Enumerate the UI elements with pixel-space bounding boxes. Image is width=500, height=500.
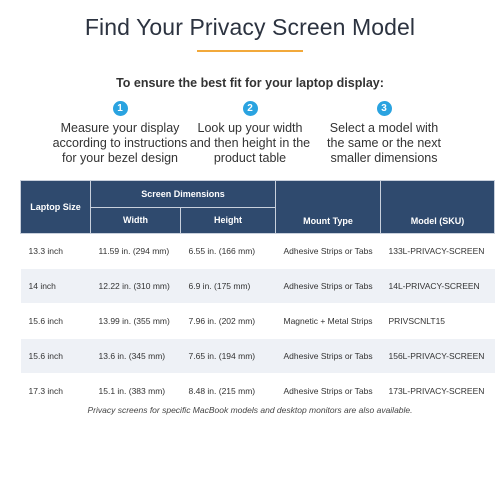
cell-height: 6.9 in. (175 mm) [181, 269, 276, 304]
cell-size: 13.3 inch [21, 234, 91, 269]
cell-size: 17.3 inch [21, 374, 91, 409]
table-row [21, 269, 495, 304]
cell-height: 7.96 in. (202 mm) [181, 304, 276, 339]
cell-mount: Adhesive Strips or Tabs [276, 374, 381, 409]
instructions-subtitle: To ensure the best fit for your laptop display: [116, 76, 384, 90]
step-line: according to instructions [52, 136, 188, 150]
cell-width: 11.59 in. (294 mm) [91, 234, 181, 269]
table-row [21, 339, 495, 374]
cell-width: 13.6 in. (345 mm) [91, 339, 181, 374]
cell-width: 12.22 in. (310 mm) [91, 269, 181, 304]
step-number-badge: 3 [377, 101, 392, 116]
cell-model: 173L-PRIVACY-SCREEN [381, 374, 495, 409]
footnote: Privacy screens for specific MacBook models and desktop monitors are also available. [87, 405, 413, 415]
step-number-badge: 1 [113, 101, 128, 116]
cell-width: 13.99 in. (355 mm) [91, 304, 181, 339]
model-table [20, 180, 495, 409]
title-underline [197, 50, 303, 52]
cell-mount: Magnetic + Metal Strips [276, 304, 381, 339]
cell-size: 14 inch [21, 269, 91, 304]
cell-model: 133L-PRIVACY-SCREEN [381, 234, 495, 269]
cell-mount: Adhesive Strips or Tabs [276, 269, 381, 304]
header-model-sku: Model (SKU) [381, 181, 495, 234]
step-line: smaller dimensions [330, 151, 438, 165]
step-line: the same or the next [327, 136, 441, 150]
header-laptop-size: Laptop Size [21, 181, 91, 234]
header-screen-dimensions: Screen Dimensions [91, 181, 276, 208]
cell-mount: Adhesive Strips or Tabs [276, 339, 381, 374]
cell-mount: Adhesive Strips or Tabs [276, 234, 381, 269]
header-width: Width [91, 207, 181, 234]
cell-model: PRIVSCNLT15 [381, 304, 495, 339]
cell-width: 15.1 in. (383 mm) [91, 374, 181, 409]
table-row [21, 304, 495, 339]
cell-height: 8.48 in. (215 mm) [181, 374, 276, 409]
step-3 [304, 101, 464, 166]
cell-model: 14L-PRIVACY-SCREEN [381, 269, 495, 304]
cell-height: 6.55 in. (166 mm) [181, 234, 276, 269]
header-height: Height [181, 207, 276, 234]
cell-model: 156L-PRIVACY-SCREEN [381, 339, 495, 374]
cell-size: 15.6 inch [21, 304, 91, 339]
step-number-badge: 2 [243, 101, 258, 116]
step-text [304, 121, 464, 166]
table-row [21, 234, 495, 269]
header-mount-type: Mount Type [276, 181, 381, 234]
step-line: Look up your width [197, 121, 303, 135]
page-title: Find Your Privacy Screen Model [84, 14, 416, 40]
step-line: and then height in the [189, 136, 311, 150]
step-line: for your bezel design [61, 151, 179, 165]
model-table-container [20, 180, 494, 409]
step-line: Measure your display [60, 121, 180, 135]
table-row [21, 374, 495, 409]
cell-height: 7.65 in. (194 mm) [181, 339, 276, 374]
step-line: product table [213, 151, 287, 165]
step-line: Select a model with [329, 121, 439, 135]
cell-size: 15.6 inch [21, 339, 91, 374]
